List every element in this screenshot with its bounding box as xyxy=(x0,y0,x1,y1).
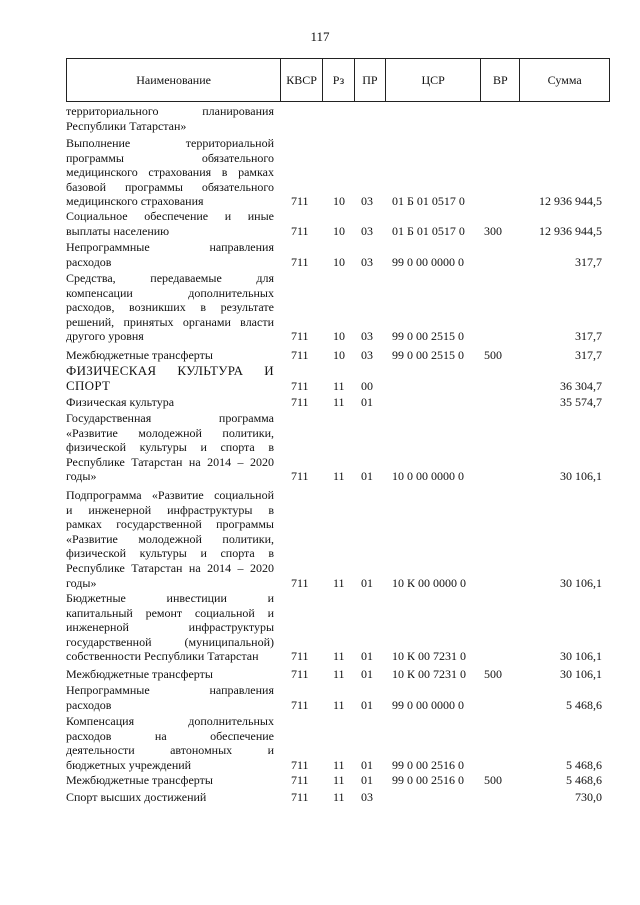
cell-kvsr: 711 xyxy=(291,697,309,712)
row-name-line: Межбюджетные трансферты xyxy=(66,773,213,787)
cell-rz: 11 xyxy=(333,790,345,804)
row-name-line: Выполнение территориальной xyxy=(66,136,274,150)
row-name xyxy=(66,488,274,590)
row-name xyxy=(66,411,274,484)
row-name-line: Компенсация дополнительных xyxy=(66,714,274,728)
cell-rz: 11 xyxy=(333,697,345,712)
cell-vr: 500 xyxy=(484,667,502,681)
row-name-line: и инженерной инфраструктуры в xyxy=(66,502,274,517)
cell-pr: 03 xyxy=(361,254,373,269)
cell-pr: 03 xyxy=(361,348,373,362)
cell-pr: 01 xyxy=(361,757,373,772)
cell-pr: 01 xyxy=(361,773,373,787)
row-name-line: «Развитие молодежной политики, xyxy=(66,425,274,440)
cell-pr: 03 xyxy=(361,329,373,344)
cell-sum: 730,0 xyxy=(575,790,602,804)
cell-csr: 01 Б 01 0517 0 xyxy=(392,223,465,238)
row-name xyxy=(66,136,274,209)
cell-kvsr: 711 xyxy=(291,667,309,681)
row-name xyxy=(66,714,274,772)
cell-kvsr: 711 xyxy=(291,378,309,393)
row-name-line: ФИЗИЧЕСКАЯ КУЛЬТУРА И xyxy=(66,363,274,378)
row-name-line: компенсации дополнительных xyxy=(66,285,274,300)
cell-sum: 317,7 xyxy=(575,329,602,344)
row-name-line: программы обязательного xyxy=(66,150,274,165)
cell-sum: 5 468,6 xyxy=(566,697,602,712)
cell-rz: 11 xyxy=(333,649,345,664)
header-vr: ВР xyxy=(481,59,520,101)
row-name xyxy=(66,591,274,664)
row-name-line: базовой программы обязательного xyxy=(66,179,274,194)
cell-kvsr: 711 xyxy=(291,395,309,409)
row-name xyxy=(66,104,274,133)
row-name-line: Непрограммные направления xyxy=(66,240,274,254)
row-name-line: расходов xyxy=(66,254,112,269)
row-name-line: Республике Татарстан на 2014 – 2020 xyxy=(66,560,274,575)
cell-kvsr: 711 xyxy=(291,790,309,804)
cell-pr: 01 xyxy=(361,395,373,409)
row-name xyxy=(66,209,274,238)
cell-rz: 10 xyxy=(333,194,345,209)
cell-rz: 10 xyxy=(333,223,345,238)
cell-kvsr: 711 xyxy=(291,757,309,772)
header-rz: Рз xyxy=(323,59,355,101)
cell-csr: 99 0 00 2515 0 xyxy=(392,329,464,344)
row-name-line: территориального планирования xyxy=(66,104,274,118)
row-name-line: Бюджетные инвестиции и xyxy=(66,591,274,605)
cell-sum: 36 304,7 xyxy=(560,378,602,393)
cell-rz: 11 xyxy=(333,395,345,409)
cell-sum: 317,7 xyxy=(575,254,602,269)
cell-csr: 10 К 00 7231 0 xyxy=(392,649,467,664)
row-name-line: Межбюджетные трансферты xyxy=(66,348,213,362)
row-name xyxy=(66,683,274,712)
cell-sum: 30 106,1 xyxy=(560,575,602,590)
cell-sum: 12 936 944,5 xyxy=(539,194,602,209)
cell-pr: 01 xyxy=(361,575,373,590)
cell-pr: 01 xyxy=(361,649,373,664)
cell-rz: 11 xyxy=(333,773,345,787)
row-name-line: Республике Татарстан на 2014 – 2020 xyxy=(66,454,274,469)
row-name-line: расходов xyxy=(66,697,112,712)
cell-kvsr: 711 xyxy=(291,194,309,209)
row-name-line: Республики Татарстан» xyxy=(66,118,187,133)
cell-kvsr: 711 xyxy=(291,773,309,787)
row-name-line: физической культуры и спорта в xyxy=(66,546,274,561)
cell-kvsr: 711 xyxy=(291,575,309,590)
cell-pr: 01 xyxy=(361,469,373,484)
cell-rz: 10 xyxy=(333,348,345,362)
cell-csr: 99 0 00 2515 0 xyxy=(392,348,464,362)
cell-csr: 10 К 00 0000 0 xyxy=(392,575,467,590)
row-name-line: «Развитие молодежной политики, xyxy=(66,531,274,546)
row-name-line: Физическая культура xyxy=(66,395,175,409)
cell-pr: 03 xyxy=(361,223,373,238)
row-name xyxy=(66,348,274,363)
cell-sum: 30 106,1 xyxy=(560,649,602,664)
row-name-line: государственной (муниципальной) xyxy=(66,634,274,649)
cell-sum: 30 106,1 xyxy=(560,667,602,681)
row-name-line: физической культуры и спорта в xyxy=(66,440,274,455)
cell-csr: 99 0 00 2516 0 xyxy=(392,773,464,787)
row-name-line: другого уровня xyxy=(66,329,144,344)
row-name-line: Непрограммные направления xyxy=(66,683,274,697)
cell-rz: 11 xyxy=(333,378,345,393)
header-pr: ПР xyxy=(355,59,386,101)
row-name-line: решений, принятых органами власти xyxy=(66,314,274,329)
cell-pr: 03 xyxy=(361,790,373,804)
row-name xyxy=(66,240,274,269)
row-name-line: собственности Республики Татарстан xyxy=(66,649,259,664)
row-name-line: годы» xyxy=(66,575,97,590)
row-name xyxy=(66,271,274,344)
cell-sum: 12 936 944,5 xyxy=(539,223,602,238)
cell-sum: 35 574,7 xyxy=(560,395,602,409)
cell-csr: 99 0 00 0000 0 xyxy=(392,254,464,269)
header-name: Наименование xyxy=(67,59,281,101)
row-name-line: СПОРТ xyxy=(66,377,111,393)
cell-rz: 11 xyxy=(333,667,345,681)
row-name-line: медицинского страхования xyxy=(66,194,204,209)
row-name-line: Средства, передаваемые для xyxy=(66,271,274,285)
cell-vr: 500 xyxy=(484,348,502,362)
cell-kvsr: 711 xyxy=(291,254,309,269)
cell-csr: 99 0 00 0000 0 xyxy=(392,697,464,712)
page-number: 117 xyxy=(310,29,330,44)
cell-csr: 01 Б 01 0517 0 xyxy=(392,194,465,209)
cell-kvsr: 711 xyxy=(291,469,309,484)
cell-rz: 10 xyxy=(333,254,345,269)
cell-rz: 11 xyxy=(333,469,345,484)
cell-pr: 01 xyxy=(361,697,373,712)
row-name xyxy=(66,773,274,788)
row-name-line: Подпрограмма «Развитие социальной xyxy=(66,488,274,502)
row-name-line: инженерной инфраструктуры xyxy=(66,620,274,635)
row-name-line: расходов на обеспечение xyxy=(66,728,274,743)
cell-kvsr: 711 xyxy=(291,649,309,664)
row-name xyxy=(66,790,274,805)
row-name-line: Межбюджетные трансферты xyxy=(66,667,213,681)
header-kvsr: КВСР xyxy=(281,59,323,101)
row-name-line: годы» xyxy=(66,469,97,484)
row-name-line: бюджетных учреждений xyxy=(66,757,192,772)
cell-kvsr: 711 xyxy=(291,348,309,362)
table-header xyxy=(66,58,610,102)
cell-csr: 10 0 00 0000 0 xyxy=(392,469,464,484)
cell-sum: 5 468,6 xyxy=(566,773,602,787)
cell-pr: 03 xyxy=(361,194,373,209)
cell-csr: 10 К 00 7231 0 xyxy=(392,667,467,681)
row-name-line: расходов, возникших в результате xyxy=(66,300,274,315)
cell-vr: 300 xyxy=(484,223,502,238)
cell-kvsr: 711 xyxy=(291,223,309,238)
cell-rz: 11 xyxy=(333,575,345,590)
header-csr: ЦСР xyxy=(386,59,482,101)
row-name-line: медицинского страхования в рамках xyxy=(66,165,274,180)
row-name-line: деятельности автономных и xyxy=(66,743,274,758)
cell-sum: 5 468,6 xyxy=(566,757,602,772)
row-name-line: Государственная программа xyxy=(66,411,274,425)
cell-pr: 01 xyxy=(361,667,373,681)
row-name xyxy=(66,395,274,410)
cell-pr: 00 xyxy=(361,378,373,393)
cell-sum: 317,7 xyxy=(575,348,602,362)
row-name-line: капитальный ремонт социальной и xyxy=(66,605,274,620)
row-name xyxy=(66,667,274,682)
cell-csr: 99 0 00 2516 0 xyxy=(392,757,464,772)
cell-kvsr: 711 xyxy=(291,329,309,344)
row-name-line: Социальное обеспечение и иные xyxy=(66,209,274,223)
row-name-line: Спорт высших достижений xyxy=(66,790,207,804)
cell-rz: 11 xyxy=(333,757,345,772)
header-sum: Сумма xyxy=(547,72,582,87)
cell-sum: 30 106,1 xyxy=(560,469,602,484)
row-name-line: выплаты населению xyxy=(66,223,170,238)
cell-rz: 10 xyxy=(333,329,345,344)
row-name xyxy=(66,364,274,393)
cell-vr: 500 xyxy=(484,773,502,787)
row-name-line: рамках государственной программы xyxy=(66,517,274,532)
